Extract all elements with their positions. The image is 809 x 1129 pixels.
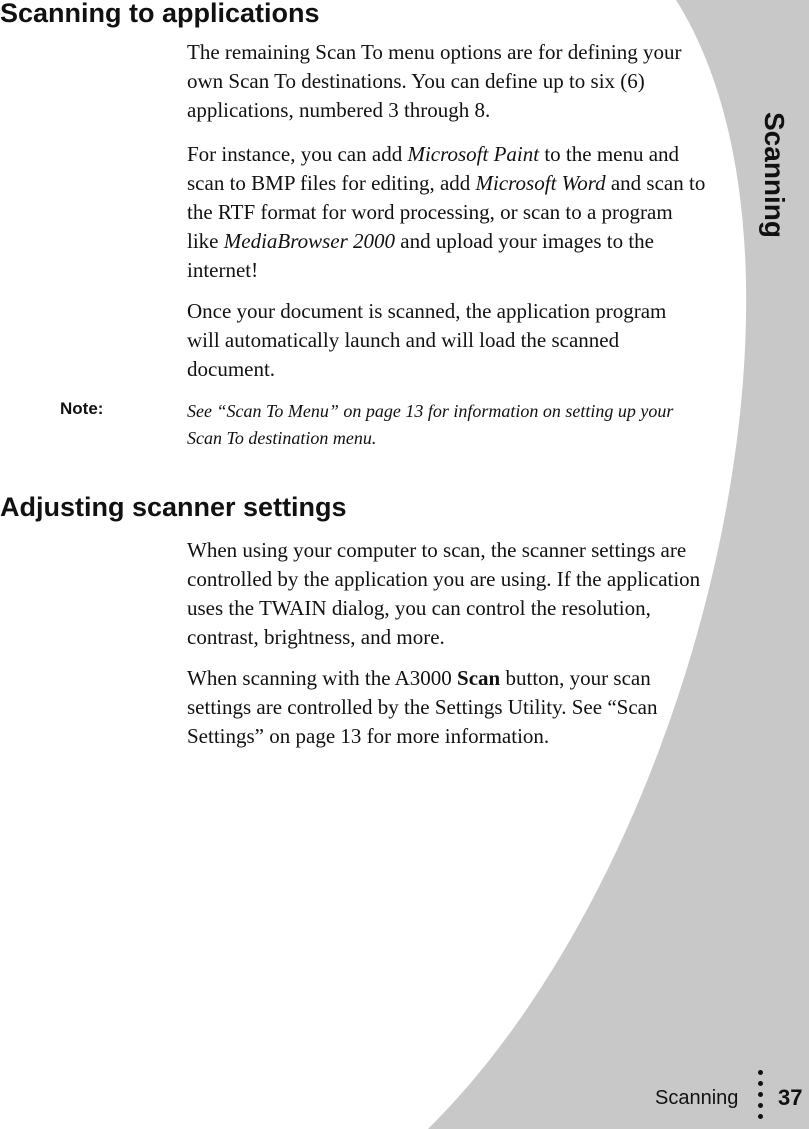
text-run: For instance, you can add	[187, 142, 408, 166]
text-run: and upload your images to the internet!	[187, 229, 654, 282]
footer-section-label: Scanning	[655, 1087, 739, 1109]
paragraph-auto-launch: Once your document is scanned, the application program will automatically launch and will load the scanned document.	[187, 299, 667, 381]
section-title-scanning-to-applications: Scanning to applications	[0, 0, 320, 28]
paragraph-computer-scan-settings: When using your computer to scan, the scanner settings are controlled by the application you are using. If the application uses the TWAIN dialog, you can control the resolution, contrast, brightness, and more.	[187, 538, 701, 649]
app-name-mediabrowser: MediaBrowser 2000	[223, 229, 396, 253]
paragraph-examples	[187, 140, 707, 285]
text-run: and scan to the RTF format for word processing, or scan to a program like	[187, 171, 706, 253]
note-label: Note:	[60, 399, 104, 418]
footer-page-number: 37	[778, 1085, 803, 1110]
app-name-microsoft-word: Microsoft Word	[475, 171, 606, 195]
text-run: When scanning with the A3000	[187, 666, 458, 690]
app-name-microsoft-paint: Microsoft Paint	[407, 142, 540, 166]
text-run: button, your scan settings are controlled by the Settings Utility. See “Scan Settings” on page 13 for more information.	[187, 666, 658, 748]
paragraph-scan-to-options: The remaining Scan To menu options are for defining your own Scan To destinations. You can define up to six (6) applications, numbered 3 through 8.	[187, 40, 682, 122]
footer-dot-separator	[758, 1070, 764, 1124]
section-title-adjusting-scanner-settings: Adjusting scanner settings	[0, 492, 347, 522]
note-text: See “Scan To Menu” on page 13 for information on setting up your Scan To destination menu.	[187, 401, 674, 448]
paragraph-scan-button-settings	[187, 664, 709, 751]
scan-button-name: Scan	[457, 666, 501, 690]
text-run: to the menu and scan to BMP files for editing, add	[187, 142, 680, 195]
side-tab-label: Scanning	[759, 112, 790, 239]
